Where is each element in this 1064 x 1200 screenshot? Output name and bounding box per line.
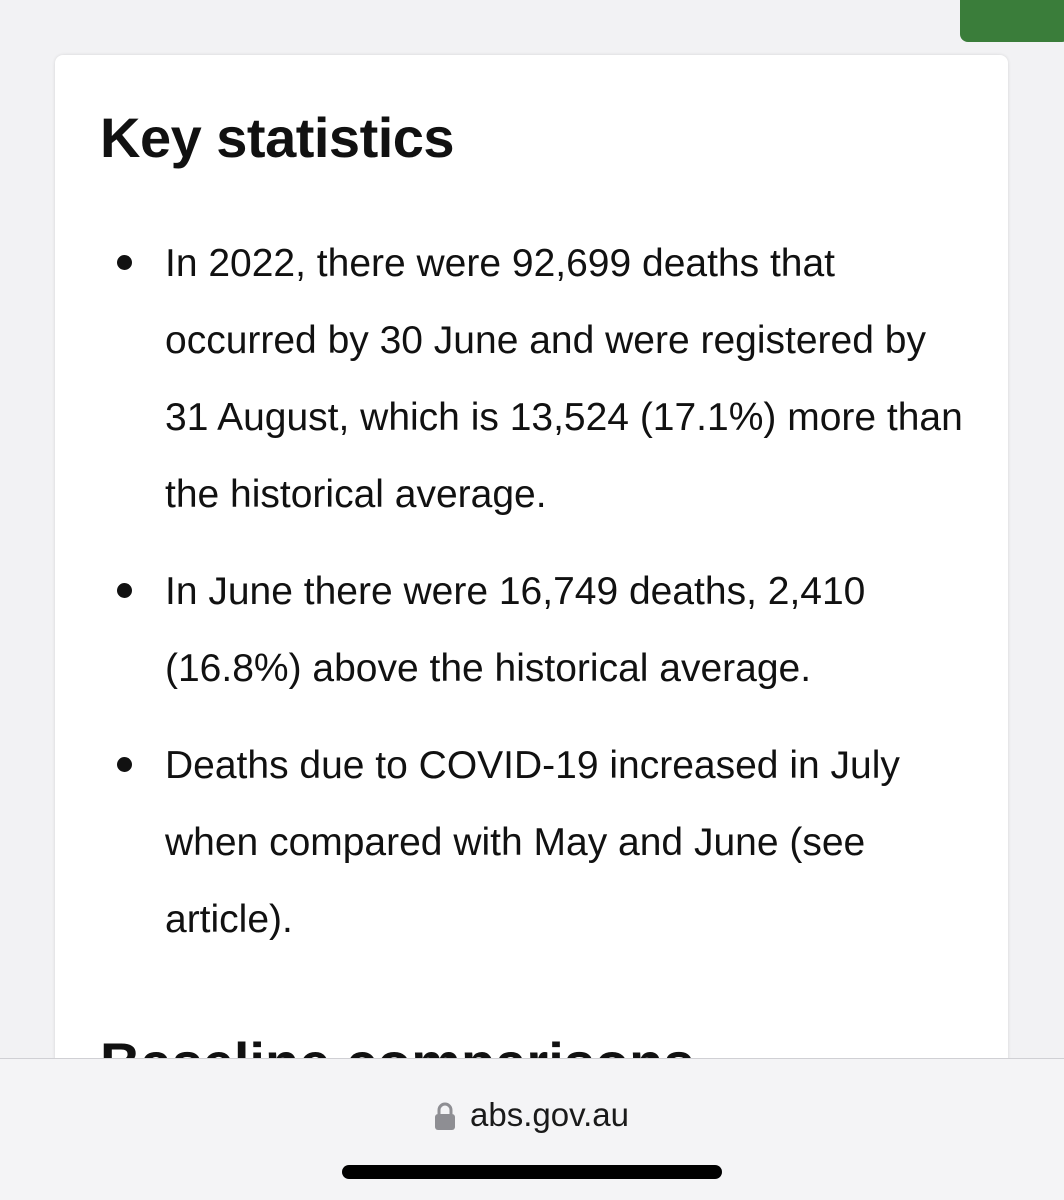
bullet-icon	[117, 255, 132, 270]
browser-address-bar[interactable]	[0, 1058, 1064, 1200]
list-item	[100, 225, 980, 533]
list-item	[100, 553, 980, 707]
url-display[interactable]	[434, 1095, 629, 1135]
bullet-icon	[117, 583, 132, 598]
key-statistics-list	[100, 225, 980, 978]
list-item	[100, 727, 980, 958]
feedback-tab[interactable]	[960, 0, 1064, 42]
lock-icon	[434, 1099, 456, 1131]
list-item-text: In June there were 16,749 deaths, 2,410 (16.8%) above the historical average.	[165, 570, 866, 690]
list-item-text: In 2022, there were 92,699 deaths that occurred by 30 June and were registered by 31 August, which is 13,524 (17.1%) more than the historical average.	[165, 242, 963, 516]
list-item-text: Deaths due to COVID-19 increased in July when compared with May and June (see article).	[165, 744, 900, 941]
url-text: abs.gov.au	[470, 1096, 630, 1133]
bullet-icon	[117, 757, 132, 772]
content-card	[55, 55, 1008, 1155]
page-heading: Key statistics	[100, 106, 455, 169]
home-indicator[interactable]	[342, 1165, 722, 1179]
